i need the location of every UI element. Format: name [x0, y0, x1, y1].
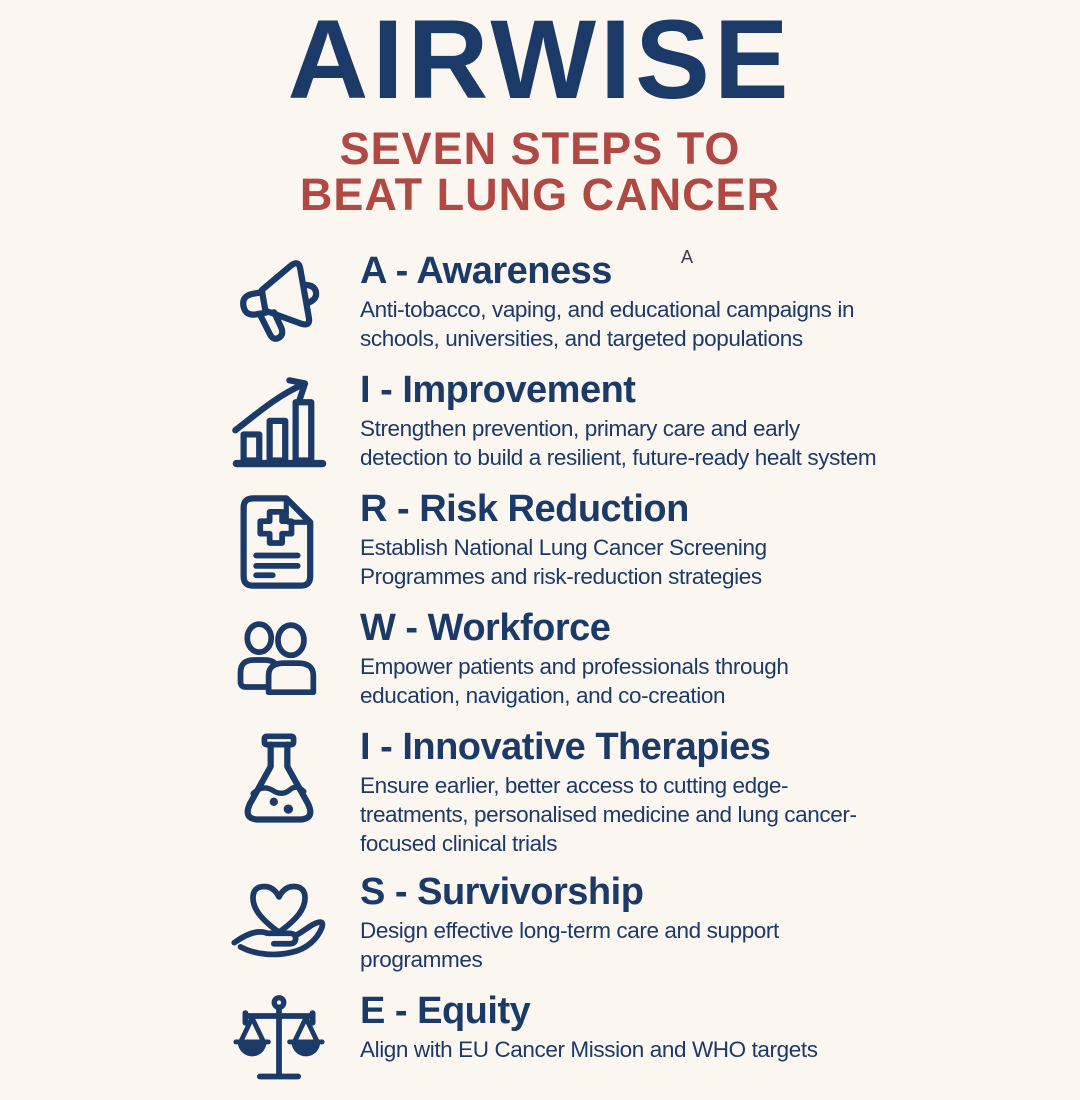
medical-document-icon	[220, 488, 338, 594]
people-icon	[220, 607, 338, 713]
step-innovative-therapies	[0, 726, 1080, 858]
step-text	[360, 488, 882, 591]
step-heading: I - Innovative Therapies	[360, 726, 771, 768]
step-text	[360, 607, 882, 710]
step-improvement	[0, 369, 1080, 475]
step-heading: E - Equity	[360, 990, 531, 1032]
step-heading: A - Awareness	[360, 250, 612, 292]
step-heading: I - Improvement	[360, 369, 636, 411]
step-risk-reduction	[0, 488, 1080, 594]
step-description: Design effective long-term care and support programmes	[360, 918, 779, 972]
stray-letter: A	[681, 247, 694, 267]
step-text	[360, 990, 818, 1064]
step-description: Establish National Lung Cancer Screening Programmes and risk-reduction strategies	[360, 535, 767, 589]
step-text	[360, 250, 882, 353]
step-text	[360, 369, 882, 472]
subtitle-line-1: SEVEN STEPS TO	[339, 123, 741, 174]
page-title: AIRWISE	[287, 0, 793, 122]
step-description: Anti-tobacco, vaping, and educational campaigns in schools, universities, and targeted populations	[360, 297, 855, 351]
step-description: Strengthen prevention, primary care and early detection to build a resilient, future-ready healt system	[360, 416, 877, 470]
step-text	[360, 871, 882, 974]
growth-chart-icon	[220, 369, 338, 475]
page-subtitle	[0, 123, 1080, 220]
megaphone-icon	[220, 250, 338, 356]
step-equity	[0, 990, 1080, 1088]
balance-scales-icon	[220, 990, 338, 1088]
subtitle-line-2: BEAT LUNG CANCER	[299, 169, 781, 220]
step-description: Ensure earlier, better access to cutting edge-treatments, personalised medicine and lung cancer-focused clinical trials	[360, 773, 857, 856]
heart-in-hand-icon	[220, 871, 338, 977]
step-heading: R - Risk Reduction	[360, 488, 689, 530]
step-description: Align with EU Cancer Mission and WHO targets	[360, 1037, 818, 1062]
step-workforce	[0, 607, 1080, 713]
steps-list	[0, 250, 1080, 1088]
step-description: Empower patients and professionals through education, navigation, and co-creation	[360, 654, 789, 708]
step-survivorship	[0, 871, 1080, 977]
step-heading: W - Workforce	[360, 607, 611, 649]
step-heading: S - Survivorship	[360, 871, 644, 913]
flask-icon	[220, 726, 338, 832]
step-awareness	[0, 250, 1080, 356]
step-text	[360, 726, 882, 858]
